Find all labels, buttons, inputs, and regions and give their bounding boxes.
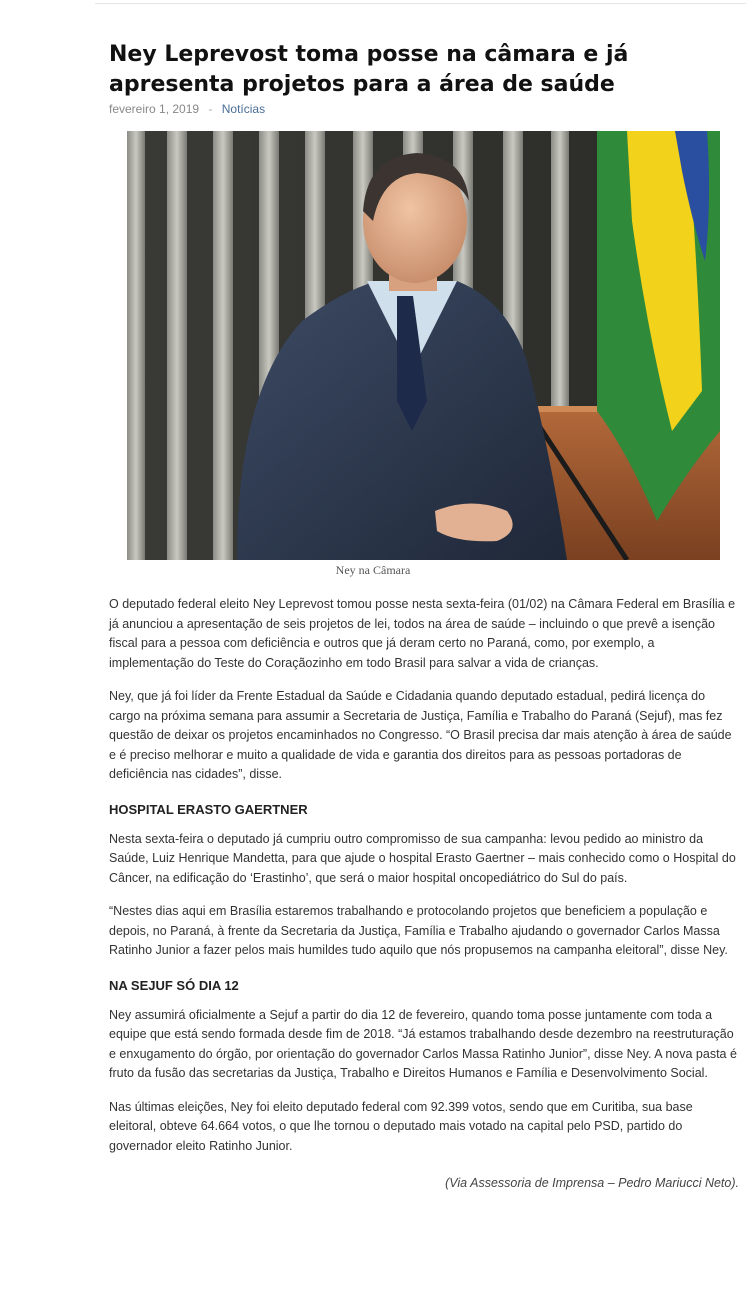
press-credit: (Via Assessoria de Imprensa – Pedro Mariucci Neto). xyxy=(445,1176,739,1190)
article-photo xyxy=(127,131,720,560)
category-link[interactable]: Notícias xyxy=(221,102,266,116)
paragraph-4: “Nestes dias aqui em Brasília estaremos trabalhando e protocolando projetos que beneficiem a população e depois, no Paraná, à frente da Secretaria da Justiça, Família e Trabalho ajudando o governador Carlos Massa Ratinho Junior a fazer pelos mais humildes tudo aquilo que nós propusemos na campanha eleitoral”, disse Ney. xyxy=(109,904,728,957)
subheading-sejuf: NA SEJUF SÓ DIA 12 xyxy=(109,977,239,993)
article-body xyxy=(109,595,739,1208)
paragraph-3: Nesta sexta-feira o deputado já cumpriu outro compromisso de sua campanha: levou pedido ao ministro da Saúde, Luiz Henrique Mandetta, para que ajude o hospital Erasto Gaertner – mais conhecido como o Hospital do Câncer, na edificação do ‘Erastinho’, que será o maior hospital oncopediátrico do Sul do país. xyxy=(109,831,736,885)
article-title: Ney Leprevost toma posse na câmara e já apresenta projetos para a área de saúde xyxy=(109,42,629,97)
paragraph-6: Nas últimas eleições, Ney foi eleito deputado federal com 92.399 votos, sendo que em Curitiba, sua base eleitoral, obteve 64.664 votos, o que lhe tornou o deputado mais votado na capital pelo PSD, partido do governador eleito Ratinho Junior. xyxy=(109,1099,693,1153)
article-meta xyxy=(109,102,265,116)
meta-separator: - xyxy=(208,102,213,116)
article-date: fevereiro 1, 2019 xyxy=(109,102,200,116)
image-caption: Ney na Câmara xyxy=(335,563,411,577)
subheading-hospital: HOSPITAL ERASTO GAERTNER xyxy=(109,801,308,817)
paragraph-5: Ney assumirá oficialmente a Sejuf a partir do dia 12 de fevereiro, quando toma posse juntamente com toda a equipe que está sendo formada desde fim de 2018. “Já estamos trabalhando desde dezembro na reestruturação e enxugamento do órgão, por orientação do governador Carlos Massa Ratinho Junior”, disse Ney. A nova pasta é fruto da fusão das secretarias da Justiça, Trabalho e Direitos Humanos e Família e Desenvolvimento Social. xyxy=(109,1007,737,1080)
top-divider xyxy=(95,3,746,4)
photo-illustration xyxy=(127,131,720,560)
paragraph-2: Ney, que já foi líder da Frente Estadual da Saúde e Cidadania quando deputado estadual, pedirá licença do cargo na próxima semana para assumir a Secretaria de Justiça, Família e Trabalho do Paraná (Sejuf), mas fez questão de deixar os projetos encaminhados no Congresso. “O Brasil precisa dar mais atenção à área de saúde e é preciso melhorar e muito a qualidade de vida e garantia dos direitos para as pessoas portadoras de deficiência nas cidades”, disse. xyxy=(109,689,732,781)
paragraph-1: O deputado federal eleito Ney Leprevost tomou posse nesta sexta-feira (01/02) na Câmara Federal em Brasília e já anunciou a apresentação de seis projetos de lei, todos na área de saúde – incluindo o que prevê a isenção fiscal para a pessoa com deficiência e outros que já deram certo no Paraná, como, por exemplo, a implementação do Teste do Coraçãozinho em todo Brasil para salvar a vida de crianças. xyxy=(109,597,736,670)
